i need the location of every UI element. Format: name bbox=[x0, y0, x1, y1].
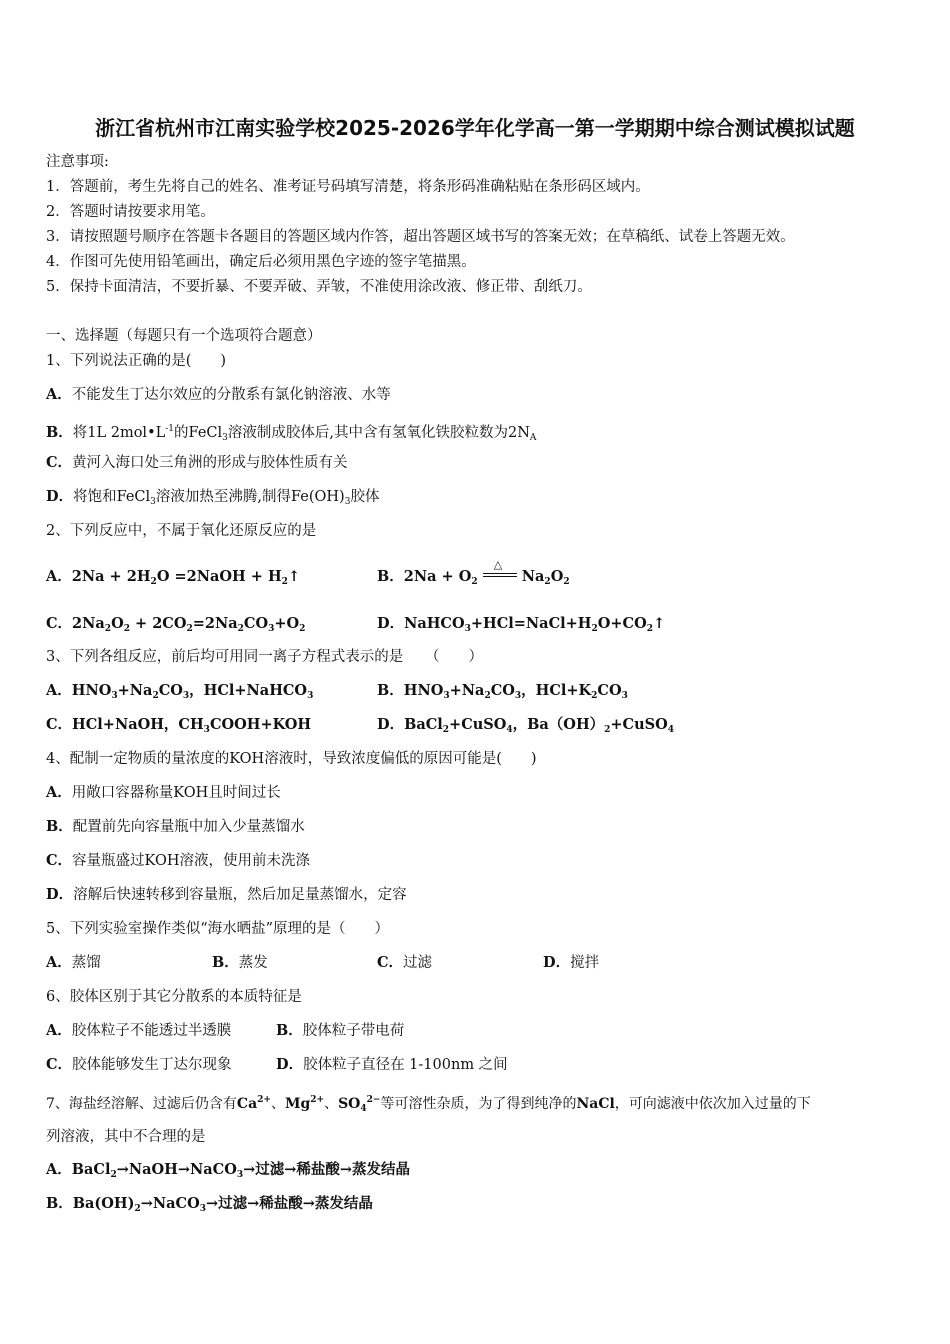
option-text: 胶体能够发生丁达尔现象 bbox=[72, 1057, 232, 1073]
q4-option-c bbox=[46, 851, 310, 871]
heating-triangle-icon: △ bbox=[493, 558, 503, 571]
option-text: 蒸发 bbox=[238, 955, 268, 971]
q2-option-d: D．$NaHCO_3+HCl=NaCl+H_2O+CO_2↑$ bbox=[377, 615, 666, 634]
option-text: 蒸馏 bbox=[71, 955, 101, 971]
q3-option-a: A．$HNO_3+Na_2CO_3$，HCl+NaHCO$_3$ bbox=[46, 682, 314, 701]
notice-item-4: 4．作图可先使用铅笔画出，确定后必须用黑色字迹的签字笔描黑。 bbox=[46, 254, 476, 270]
q7-stem: 7、海盐经溶解、过滤后仍含有$Ca^{2+}$、$Mg^{2+}$、$SO_4^{2-}$等可溶性杂质，为了得到纯净的NaCl，可向滤液中依次加入过量的下 bbox=[46, 1095, 811, 1114]
q3-option-d: D．BaCl$_2$+CuSO$_4$，$Ba(OH)_2+CuSO_4$ bbox=[377, 716, 675, 735]
option-label: B． bbox=[46, 818, 73, 835]
q6-stem: 6、胶体区别于其它分散系的本质特征是 bbox=[46, 989, 302, 1005]
q2-option-a: A．$2Na + 2H_2O$ =2NaOH + $H_2↑$ bbox=[46, 568, 301, 587]
stem-text: 等可溶性杂质，为了得到纯净的 bbox=[380, 1096, 577, 1112]
q6-option-a bbox=[46, 1021, 231, 1041]
option-label: C． bbox=[46, 716, 73, 733]
q4-option-a bbox=[46, 783, 281, 803]
q4-stem: 4、配制一定物质的量浓度的KOH溶液时，导致浓度偏低的原因可能是( ) bbox=[46, 751, 537, 767]
superscript: -1 bbox=[165, 424, 175, 434]
option-label: A． bbox=[46, 954, 72, 971]
option-text: 胶体 bbox=[350, 489, 380, 505]
option-text: 搅拌 bbox=[570, 955, 600, 971]
option-text: 用敞口容器称量KOH且时间过长 bbox=[71, 785, 281, 801]
q5-stem: 5、下列实验室操作类似“海水晒盐”原理的是（ ） bbox=[46, 921, 390, 937]
option-text: 不能发生丁达尔效应的分散系有氯化钠溶液、水等 bbox=[71, 387, 391, 403]
q1-option-b bbox=[46, 419, 536, 448]
notice-heading: 注意事项: bbox=[46, 154, 109, 170]
q5-option-c bbox=[377, 953, 432, 973]
option-text: 将1L 2mol•L bbox=[72, 425, 166, 441]
q2-option-b: B．$2Na + O_2$ △ $Na_2O_2$ bbox=[377, 558, 570, 587]
option-label: A． bbox=[46, 1161, 72, 1178]
option-text: 的FeCl bbox=[174, 425, 223, 441]
heat-condition-sign bbox=[483, 558, 517, 587]
option-label: C． bbox=[46, 454, 73, 471]
option-label: D． bbox=[377, 615, 405, 632]
q1-option-d bbox=[46, 487, 379, 512]
option-label: D． bbox=[543, 954, 571, 971]
notice-item-1: 1．答题前，考生先将自己的姓名、准考证号码填写清楚，将条形码准确粘贴在条形码区域内。 bbox=[46, 179, 650, 195]
q7-stem-line2: 列溶液，其中不合理的是 bbox=[46, 1129, 206, 1145]
q2-option-c: C．$2Na_2O_2 + 2CO_2=2Na_2CO_3+O_2$ bbox=[46, 615, 306, 634]
option-label: A． bbox=[46, 682, 72, 699]
stem-text: ，可向滤液中依次加入过量的下 bbox=[614, 1096, 811, 1112]
option-text: 黄河入海口处三角洲的形成与胶体性质有关 bbox=[72, 455, 348, 471]
option-label: C． bbox=[46, 1056, 73, 1073]
option-label: D． bbox=[276, 1056, 304, 1073]
notice-item-5: 5．保持卡面清洁，不要折暴、不要弄破、弄皱，不准使用涂改液、修正带、刮纸刀。 bbox=[46, 279, 592, 295]
subscript: 3 bbox=[344, 497, 351, 507]
q6-option-d bbox=[276, 1055, 508, 1075]
option-text: 配置前先向容量瓶中加入少量蒸馏水 bbox=[72, 819, 305, 835]
option-label: D． bbox=[46, 886, 74, 903]
q5-option-b bbox=[212, 953, 268, 973]
option-text: 溶液加热至沸腾,制得Fe(OH) bbox=[155, 489, 345, 505]
q6-option-b bbox=[276, 1021, 404, 1041]
q5-option-a bbox=[46, 953, 101, 973]
q3-stem: 3、下列各组反应，前后均可用同一离子方程式表示的是 （ ） bbox=[46, 649, 483, 665]
option-label: D． bbox=[377, 716, 405, 733]
q7-option-b: B．$Ba(OH)_2\to NaCO_3\to$过滤→稀盐酸→蒸发结晶 bbox=[46, 1195, 373, 1214]
option-label: B． bbox=[377, 568, 404, 585]
notice-item-3: 3．请按照题号顺序在答题卡各题目的答题区域内作答，超出答题区域书写的答案无效；在草稿纸、试卷上答题无效。 bbox=[46, 229, 795, 245]
option-label: D． bbox=[46, 488, 74, 505]
q6-option-c bbox=[46, 1055, 232, 1075]
q3-option-b: B．$HNO_3+Na_2CO_3$，$HCl+K_2CO_3$ bbox=[377, 682, 628, 701]
option-label: A． bbox=[46, 386, 72, 403]
q2-stem: 2、下列反应中，不属于氧化还原反应的是 bbox=[46, 523, 317, 539]
option-text: 溶液制成胶体后,其中含有氢氧化铁胶粒数为2N bbox=[227, 425, 530, 441]
page-title: 浙江省杭州市江南实验学校2025-2026学年化学高一第一学期期中综合测试模拟试题 bbox=[95, 116, 855, 140]
option-label: B． bbox=[46, 1195, 73, 1212]
subscript: 3 bbox=[222, 433, 228, 443]
stem-text: 7、海盐经溶解、过滤后仍含有 bbox=[46, 1096, 237, 1112]
option-text: 胶体粒子不能透过半透膜 bbox=[71, 1023, 232, 1039]
option-label: B． bbox=[46, 424, 73, 441]
q3-option-c: C．HCl+NaOH，$CH_3COOH+KOH$ bbox=[46, 716, 312, 735]
q1-option-c bbox=[46, 453, 348, 473]
q4-option-b bbox=[46, 817, 305, 837]
section-heading: 一、选择题（每题只有一个选项符合题意） bbox=[46, 328, 322, 344]
q5-option-d bbox=[543, 953, 599, 973]
q1-stem: 1、下列说法正确的是( ) bbox=[46, 353, 227, 369]
option-text: 溶解后快速转移到容量瓶，然后加足量蒸馏水，定容 bbox=[73, 887, 407, 903]
subscript: 3 bbox=[150, 497, 156, 507]
option-label: A． bbox=[46, 1022, 72, 1039]
option-text: 过滤 bbox=[403, 955, 433, 971]
q1-option-a bbox=[46, 385, 391, 405]
option-text: →过滤→稀盐酸→蒸发结晶 bbox=[205, 1195, 373, 1212]
option-text: →过滤→稀盐酸→蒸发结晶 bbox=[243, 1161, 411, 1178]
notice-item-2: 2．答题时请按要求用笔。 bbox=[46, 204, 215, 220]
option-text: 胶体粒子带电荷 bbox=[302, 1023, 405, 1039]
q4-option-d bbox=[46, 885, 407, 905]
q7-option-a: A．BaCl$_2$→NaOH→NaCO$_3$→过滤→稀盐酸→蒸发结晶 bbox=[46, 1161, 411, 1180]
option-label: A． bbox=[46, 568, 72, 585]
option-label: C． bbox=[46, 615, 73, 632]
option-label: C． bbox=[377, 954, 404, 971]
subscript: A bbox=[529, 433, 537, 443]
option-text: 胶体粒子直径在 1-100nm 之间 bbox=[303, 1057, 508, 1073]
option-label: C． bbox=[46, 852, 73, 869]
option-label: B． bbox=[377, 682, 404, 699]
option-text: 容量瓶盛过KOH溶液，使用前未洗涤 bbox=[72, 853, 311, 869]
option-label: B． bbox=[212, 954, 239, 971]
option-text: 将饱和FeCl bbox=[73, 489, 151, 505]
option-label: B． bbox=[276, 1022, 303, 1039]
option-label: A． bbox=[46, 784, 72, 801]
